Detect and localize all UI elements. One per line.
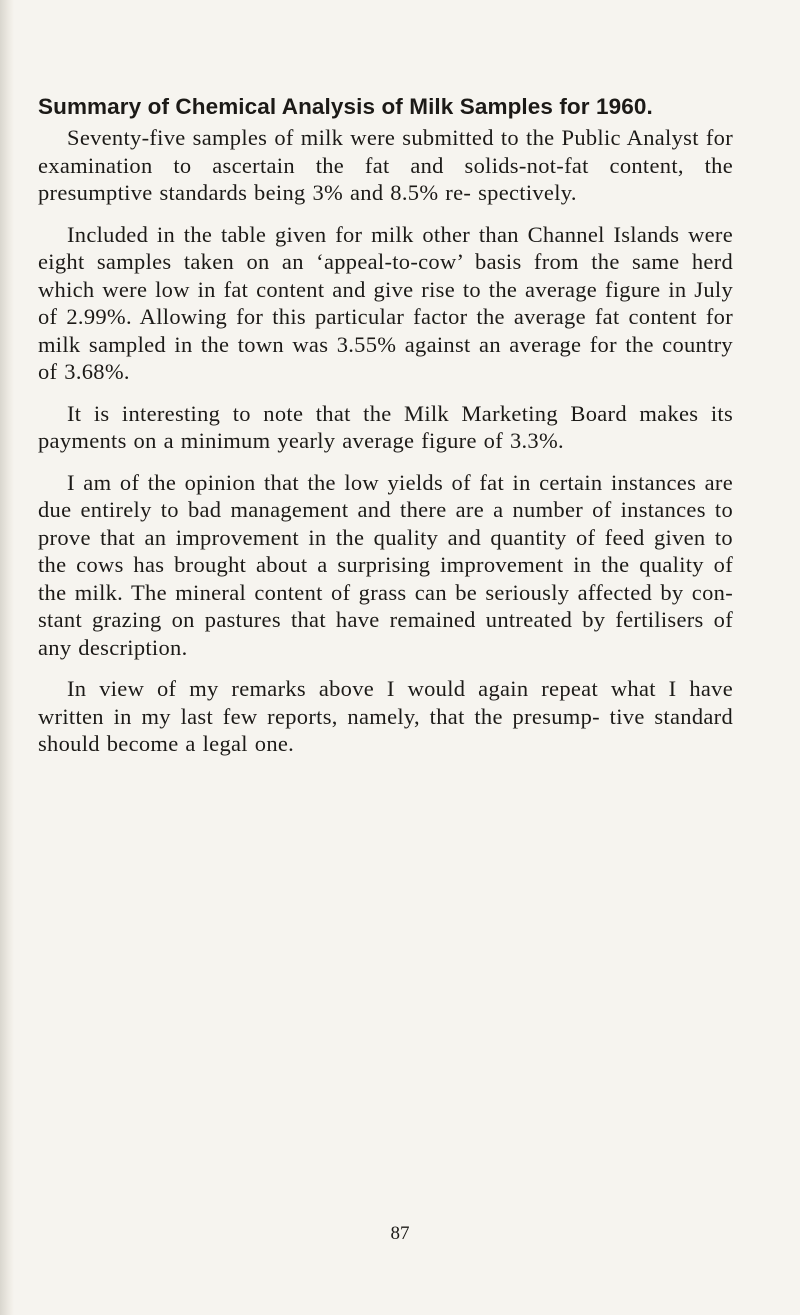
paragraph-milk-marketing-board: It is interesting to note that the Milk Marketing Board makes its payments on a minimum yearly average figure of 3.3%. [38, 400, 733, 453]
paragraph-presumptive-standard: In view of my remarks above I would again repeat what I have written in my last few reports, namely, that the presump- tive standard should become a legal one. [38, 676, 733, 756]
paragraph-appeal-to-cow: Included in the table given for milk other than Channel Islands were eight samples taken on an ‘appeal-to-cow’ basis from the same herd which were low in fat content and give rise to the average figure in July of 2.99%. Allowing for this particular factor the average fat content for milk sampled in the town was 3.55% against an average for the country of 3.68%. [38, 221, 733, 384]
page-number: 87 [390, 1223, 410, 1244]
document-page [38, 92, 733, 772]
paragraph-samples-submitted: Seventy-five samples of milk were submitted to the Public Analyst for examination to ascertain the fat and solids-not-fat content, the presumptive standards being 3% and 8.5% re- spectively. [38, 125, 733, 205]
document-title: Summary of Chemical Analysis of Milk Samples for 1960. [38, 94, 653, 119]
paragraph-opinion-management: I am of the opinion that the low yields of fat in certain instances are due entirely to bad management and there are a number of instances to prove that an improvement in the quality and quantity of feed given to the cows has brought about a surprising improvement in the quality of the milk. The mineral content of grass can be seriously affected by con- stant grazing on pastures that have remained untreated by fertilisers of any description. [38, 469, 733, 660]
page-edge-shadow [0, 0, 14, 1315]
